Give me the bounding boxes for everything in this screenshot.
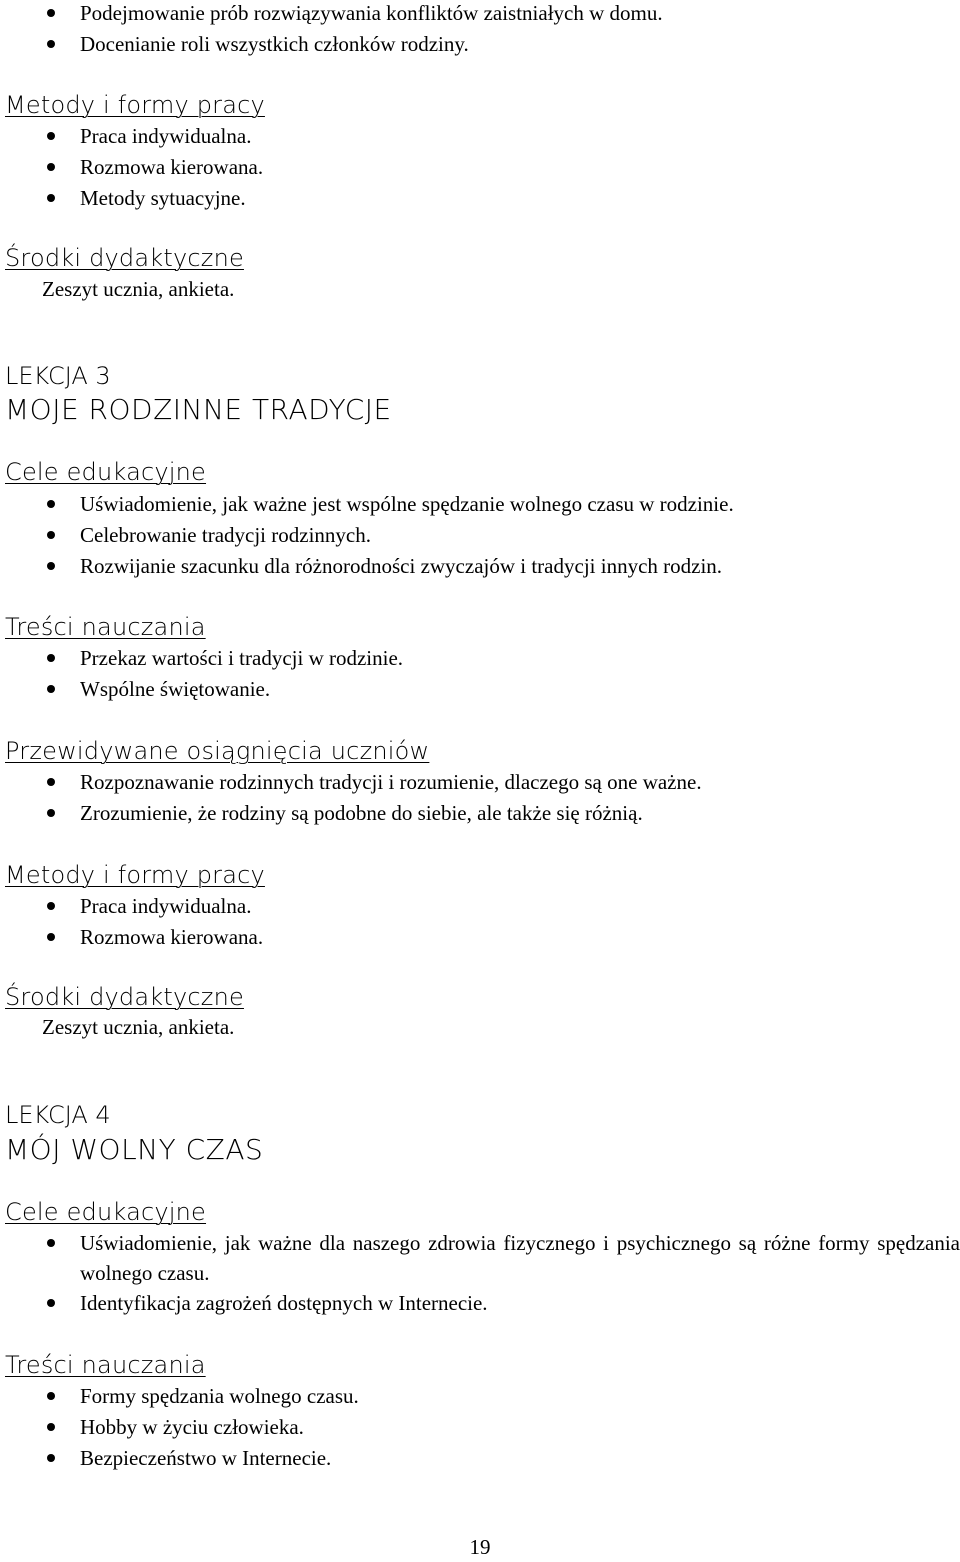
list-item: Uświadomienie, jak ważne jest wspólne spędzanie wolnego czasu w rodzinie. — [80, 489, 734, 519]
list-item: Praca indywidualna. — [80, 121, 251, 151]
page-number: 19 — [469, 1535, 491, 1559]
list-item: Rozmowa kierowana. — [80, 922, 263, 952]
list-item: Zrozumienie, że rodziny są podobne do siebie, ale także się różnią. — [80, 798, 643, 828]
list-item: Metody sytuacyjne. — [80, 183, 246, 213]
section-heading-tresci: Treści nauczania — [5, 613, 206, 641]
list-item: Formy spędzania wolnego czasu. — [80, 1381, 359, 1411]
lesson-title: MOJE RODZINNE TRADYCJE — [5, 393, 392, 426]
section-heading-metody: Metody i formy pracy — [5, 861, 265, 889]
list-item: Rozwijanie szacunku dla różnorodności zwyczajów i tradycji innych rodzin. — [80, 551, 722, 581]
list-item: Hobby w życiu człowieka. — [80, 1412, 304, 1442]
list-item: Docenianie roli wszystkich członków rodziny. — [80, 29, 469, 59]
list-item: Rozpoznawanie rodzinnych tradycji i rozumienie, dlaczego są one ważne. — [80, 767, 702, 797]
list-item: Podejmowanie prób rozwiązywania konfliktów zaistniałych w domu. — [80, 0, 663, 28]
list-item: Praca indywidualna. — [80, 891, 251, 921]
section-heading-srodki: Środki dydaktyczne — [5, 244, 244, 272]
section-heading-srodki: Środki dydaktyczne — [5, 983, 244, 1011]
lesson-label: LEKCJA 4 — [5, 1101, 111, 1129]
section-heading-cele: Cele edukacyjne — [5, 1198, 207, 1226]
srodki-text: Zeszyt ucznia, ankieta. — [42, 277, 235, 301]
section-heading-tresci: Treści nauczania — [5, 1351, 206, 1379]
lesson-title: MÓJ WOLNY CZAS — [5, 1133, 264, 1166]
list-item: Uświadomienie, jak ważne dla naszego zdrowia fizycznego i psychicznego są różne formy spędzania wolnego czasu. — [80, 1228, 960, 1288]
list-item: Identyfikacja zagrożeń dostępnych w Internecie. — [80, 1288, 488, 1318]
srodki-text: Zeszyt ucznia, ankieta. — [42, 1015, 235, 1039]
section-heading-osiagniecia: Przewidywane osiągnięcia uczniów — [5, 737, 430, 765]
list-item: Przekaz wartości i tradycji w rodzinie. — [80, 643, 403, 673]
list-item: Rozmowa kierowana. — [80, 152, 263, 182]
section-heading-metody: Metody i formy pracy — [5, 91, 265, 119]
list-item: Bezpieczeństwo w Internecie. — [80, 1443, 331, 1473]
list-item: Wspólne świętowanie. — [80, 674, 270, 704]
lesson-label: LEKCJA 3 — [5, 362, 111, 390]
section-heading-cele: Cele edukacyjne — [5, 458, 207, 486]
list-item: Celebrowanie tradycji rodzinnych. — [80, 520, 371, 550]
